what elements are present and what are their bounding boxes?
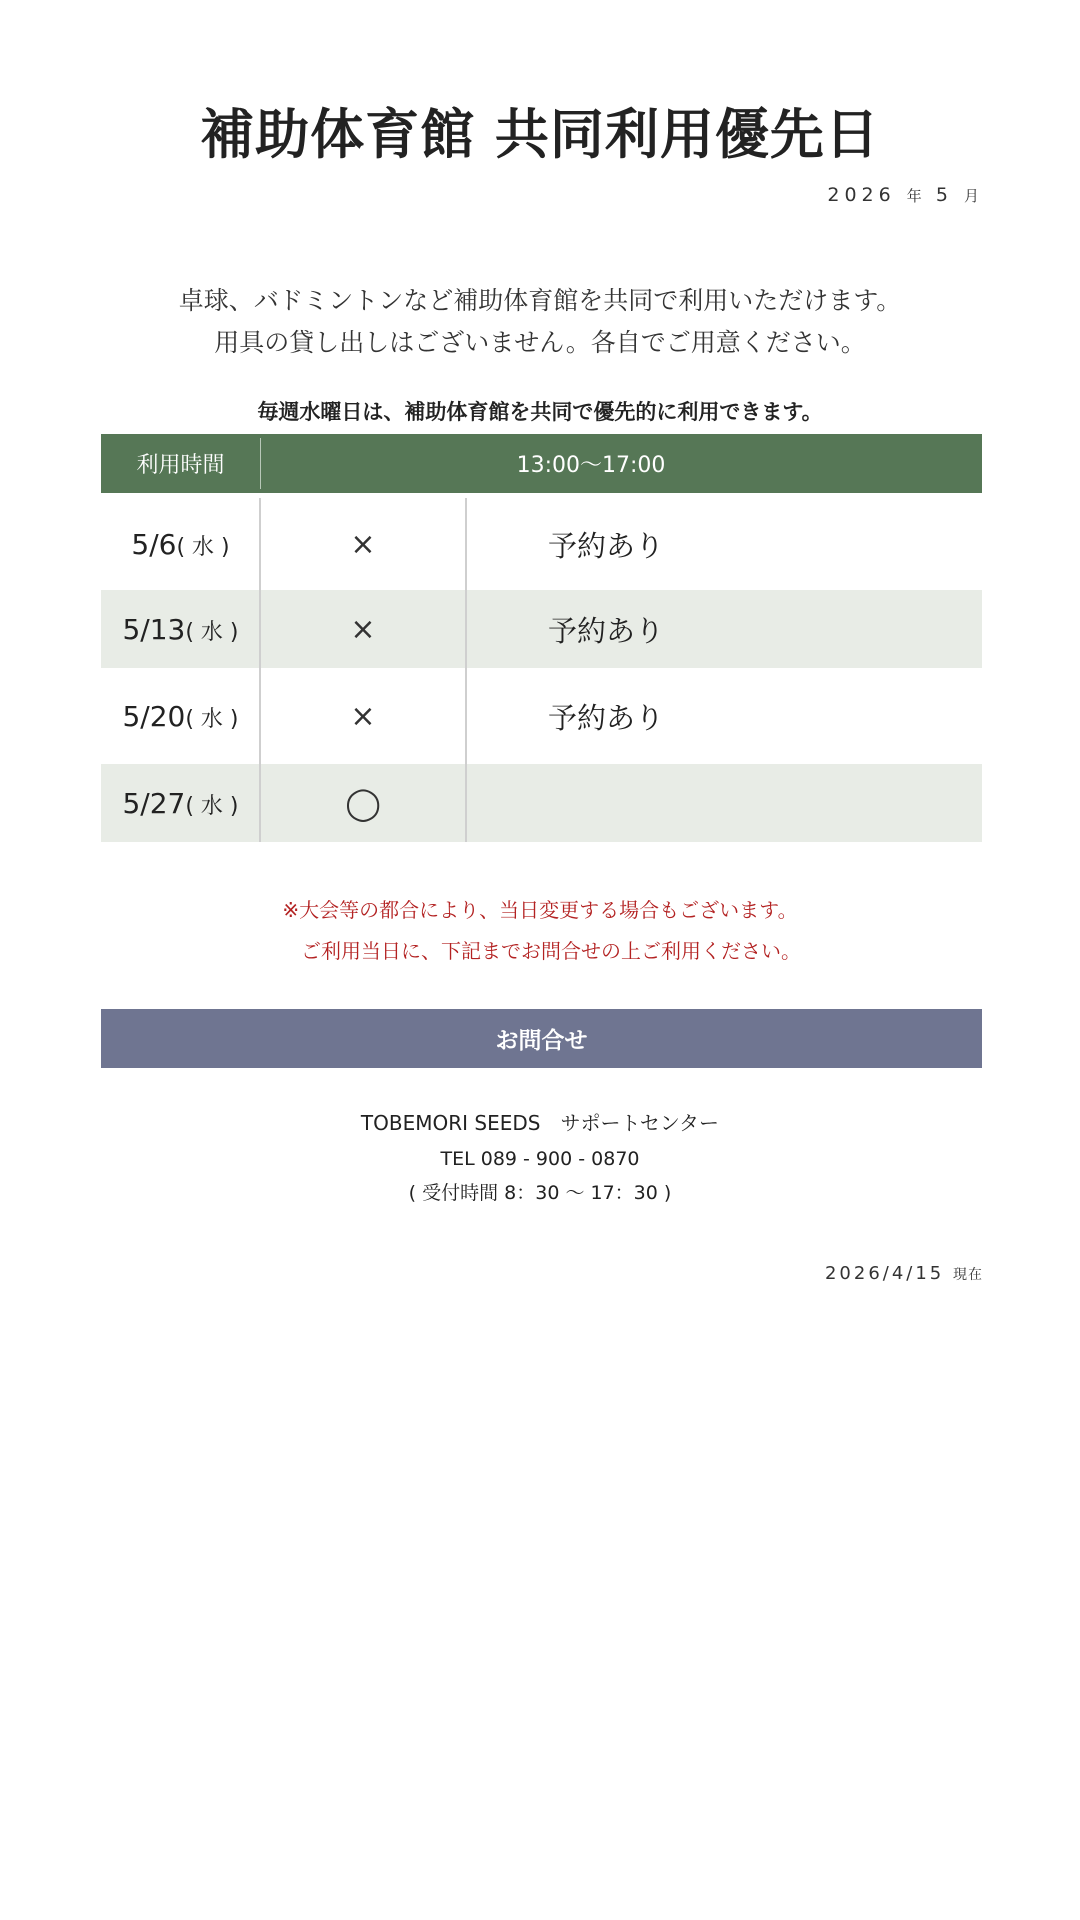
row-date: 5/13: [122, 612, 186, 646]
month-number: 5: [935, 184, 953, 206]
schedule-header-label: 利用時間: [136, 453, 225, 478]
availability-mark: ×: [350, 526, 376, 562]
contact-org: TOBEMORI SEEDS サポートセンター: [360, 1111, 720, 1135]
row-weekday: ( 水 ): [185, 793, 239, 819]
month-year-unit: 年: [906, 187, 925, 205]
as-of-date: [825, 1263, 983, 1284]
schedule-header: [101, 434, 982, 493]
intro-text: [0, 280, 1080, 364]
row-note: 予約あり: [548, 613, 665, 648]
intro-line-2: 用具の貸し出しはございません。各自でご用意ください。: [214, 328, 866, 357]
intro-line-1: 卓球、バドミントンなど補助体育館を共同で利用いただけます。: [178, 286, 902, 315]
weekly-note: 毎週水曜日は、補助体育館を共同で優先的に利用できます。: [257, 400, 823, 424]
month-year: 2026: [827, 184, 896, 206]
month-unit: 月: [963, 187, 982, 205]
table-row: [101, 668, 982, 764]
column-divider: [259, 498, 261, 842]
availability-mark: ×: [350, 611, 376, 647]
row-date-cell: [101, 700, 260, 733]
warning-line-2: ご利用当日に、下記までお問合せの上ご利用ください。: [301, 939, 801, 963]
table-row: [101, 764, 982, 842]
row-note: 予約あり: [548, 528, 665, 563]
row-date-cell: [101, 613, 260, 646]
row-date: 5/20: [122, 699, 186, 733]
row-weekday: ( 水 ): [185, 619, 239, 645]
row-weekday: ( 水 ): [176, 534, 230, 560]
table-row: [101, 590, 982, 668]
row-note: 予約あり: [548, 700, 665, 735]
warning-line-1: ※大会等の都合により、当日変更する場合もございます。: [282, 898, 798, 922]
as-of-unit: 現在: [953, 1267, 983, 1283]
row-date: 5/6: [131, 527, 177, 561]
page-title: 補助体育館 共同利用優先日: [200, 103, 880, 166]
warning-notice: [0, 890, 1080, 972]
availability-mark: ◯: [345, 784, 381, 822]
row-date: 5/27: [122, 786, 186, 820]
header-divider: [260, 438, 261, 489]
contact-hours: ( 受付時間 8：30 〜 17：30 ): [408, 1182, 672, 1204]
availability-mark: ×: [350, 698, 376, 734]
row-date-cell: [101, 787, 260, 820]
table-row: [101, 498, 982, 590]
contact-heading: お問合せ: [101, 1009, 982, 1068]
row-weekday: ( 水 ): [185, 706, 239, 732]
schedule-table: [101, 434, 982, 842]
column-divider: [465, 498, 467, 842]
schedule-header-time: 13:00〜17:00: [516, 453, 666, 478]
row-date-cell: [101, 528, 260, 561]
as-of-date-value: 2026/4/15: [824, 1263, 945, 1284]
schedule-body: [101, 498, 982, 842]
contact-tel: TEL 089 - 900 - 0870: [440, 1148, 640, 1170]
month-label: [827, 184, 982, 206]
